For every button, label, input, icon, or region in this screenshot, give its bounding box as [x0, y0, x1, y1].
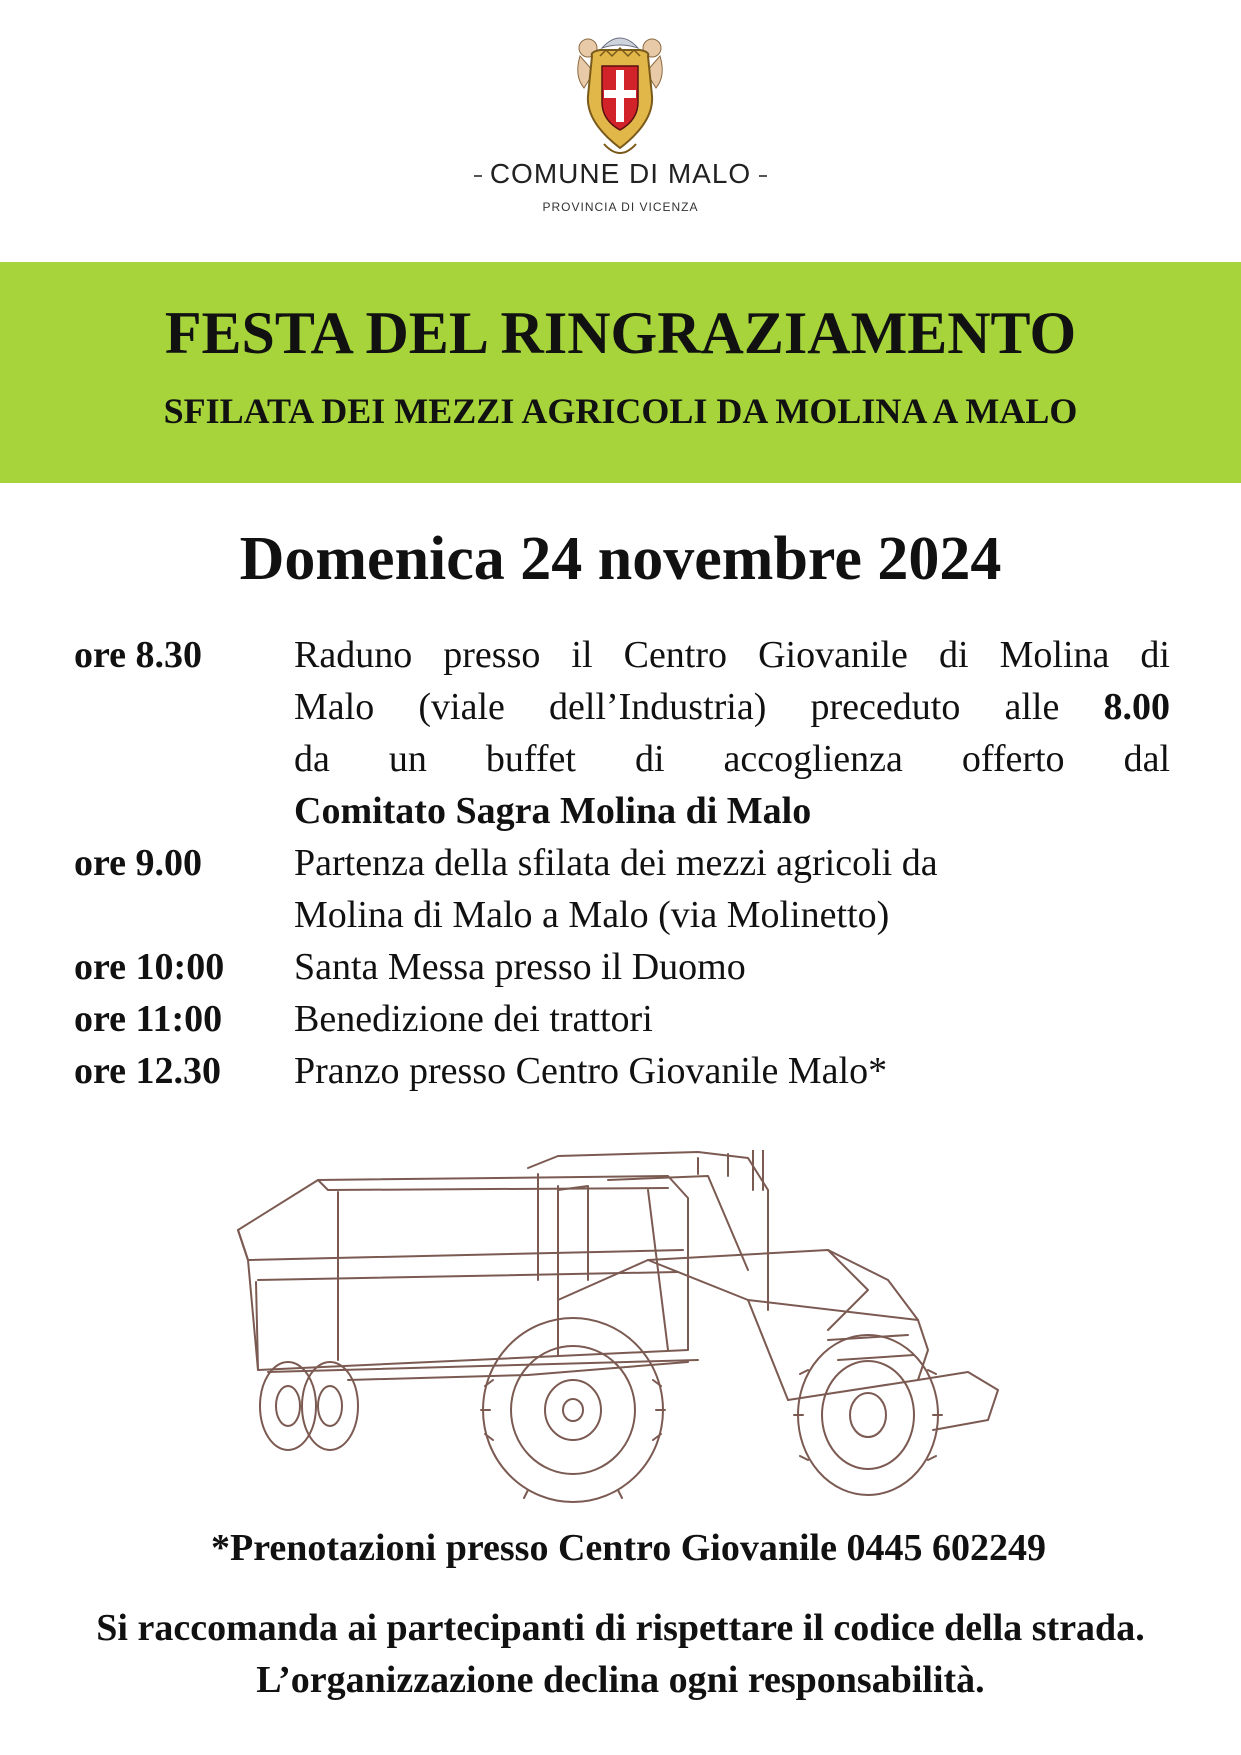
- event-date: Domenica 24 novembre 2024: [239, 525, 1002, 593]
- coat-of-arms-icon: [570, 26, 670, 162]
- schedule-time-highlight: 8.00: [1103, 686, 1170, 728]
- schedule-text-line: Pranzo presso Centro Giovanile Malo*: [294, 1050, 888, 1092]
- left-rule: [474, 175, 482, 177]
- schedule-item: [74, 993, 1174, 1045]
- schedule-item: [74, 941, 1174, 993]
- schedule-time: ore 11:00: [74, 998, 223, 1040]
- schedule-item: [74, 837, 1174, 941]
- schedule-text-line: Molina di Malo a Malo (via Molinetto): [294, 894, 890, 936]
- provincia-label: PROVINCIA DI VICENZA: [542, 200, 699, 214]
- event-subtitle: SFILATA DEI MEZZI AGRICOLI DA MOLINA A MALO: [163, 391, 1078, 431]
- disclaimer-note: L’organizzazione declina ogni responsabilità.: [256, 1659, 985, 1701]
- schedule-item: [74, 1045, 1174, 1097]
- schedule-text-line: Santa Messa presso il Duomo: [294, 946, 746, 988]
- comune-name: [0, 158, 1241, 190]
- organizer-name: Comitato Sagra Molina di Malo: [294, 790, 812, 832]
- schedule-time: ore 9.00: [74, 842, 203, 884]
- schedule-text-line: [294, 681, 1170, 733]
- schedule-text-line: Partenza della sfilata dei mezzi agricoli da: [294, 842, 938, 884]
- schedule-time: ore 12.30: [74, 1050, 222, 1092]
- road-rules-note: Si raccomanda ai partecipanti di rispettare il codice della strada.: [96, 1607, 1145, 1649]
- right-rule: [759, 175, 767, 177]
- event-title: FESTA DEL RINGRAZIAMENTO: [164, 300, 1077, 366]
- booking-note: *Prenotazioni presso Centro Giovanile 0445 602249: [211, 1527, 1046, 1569]
- schedule-time: ore 10:00: [74, 946, 225, 988]
- schedule-text: Malo (viale dell’Industria) preceduto alle: [294, 686, 1104, 728]
- schedule-text-line: da un buffet di accoglienza offerto dal: [294, 738, 1170, 780]
- schedule-time: ore 8.30: [74, 634, 203, 676]
- comune-label: COMUNE DI MALO: [489, 158, 752, 189]
- schedule-item: [74, 629, 1174, 837]
- schedule: [74, 629, 1174, 1097]
- title-banner: [0, 262, 1241, 483]
- schedule-text-line: Raduno presso il Centro Giovanile di Molina di: [294, 634, 1170, 676]
- schedule-text-line: Benedizione dei trattori: [294, 998, 653, 1040]
- tractor-illustration: [228, 1150, 1018, 1506]
